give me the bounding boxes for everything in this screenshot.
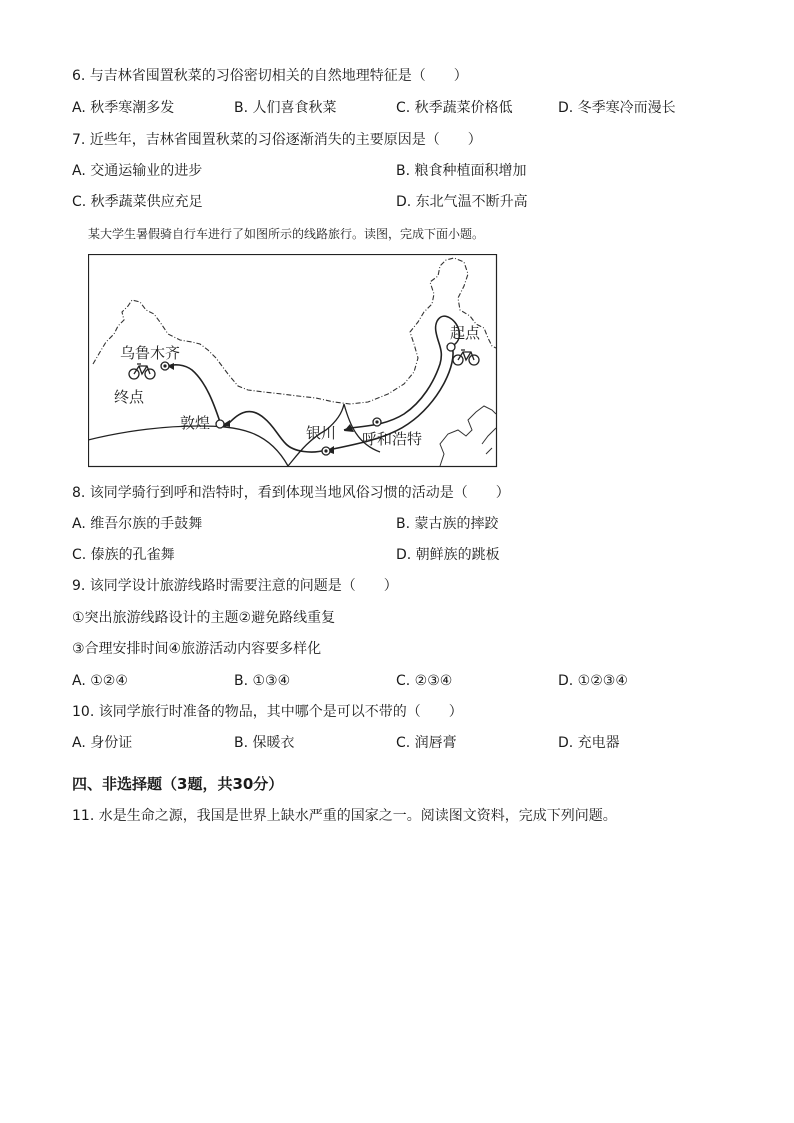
q6-option-c: C. 秋季蔬菜价格低 xyxy=(396,100,513,116)
q6-stem: 6. 与吉林省囤置秋菜的习俗密切相关的自然地理特征是（ ） xyxy=(72,68,468,84)
q6-option-a: A. 秋季寒潮多发 xyxy=(72,100,175,116)
q9-option-b: B. ①③④ xyxy=(234,673,291,689)
q9-option-a: A. ①②④ xyxy=(72,673,128,689)
label-end: 终点 xyxy=(114,388,145,406)
label-urumqi: 乌鲁木齐 xyxy=(120,344,181,362)
q9-option-c: C. ②③④ xyxy=(396,673,453,689)
marker-start xyxy=(447,343,455,351)
marker-hohhot-dot xyxy=(375,420,378,423)
marker-yinchuan-dot xyxy=(324,449,327,452)
q8-option-d: D. 朝鲜族的跳板 xyxy=(396,547,500,563)
q7-option-b: B. 粮食种植面积增加 xyxy=(396,163,527,179)
q7-option-d: D. 东北气温不断升高 xyxy=(396,194,528,210)
q11-stem: 11. 水是生命之源，我国是世界上缺水严重的国家之一。阅读图文资料，完成下列问题。 xyxy=(72,808,617,824)
q10-option-c: C. 润唇膏 xyxy=(396,735,457,751)
q6-option-b: B. 人们喜食秋菜 xyxy=(234,100,337,116)
q10-option-b: B. 保暖衣 xyxy=(234,735,295,751)
marker-dunhuang xyxy=(216,420,224,428)
q8-option-b: B. 蒙古族的摔跤 xyxy=(396,516,499,532)
q10-option-a: A. 身份证 xyxy=(72,735,133,751)
label-hohhot: 呼和浩特 xyxy=(362,430,423,448)
q6-option-d: D. 冬季寒冷而漫长 xyxy=(558,100,676,116)
label-dunhuang: 敦煌 xyxy=(180,414,211,432)
q7-option-a: A. 交通运输业的进步 xyxy=(72,163,203,179)
q7-stem: 7. 近些年，吉林省囤置秋菜的习俗逐渐消失的主要原因是（ ） xyxy=(72,132,482,148)
q9-statement-2: ③合理安排时间④旅游活动内容要多样化 xyxy=(72,641,322,657)
label-start: 起点 xyxy=(450,324,481,342)
route-map xyxy=(88,254,498,468)
q10-stem: 10. 该同学旅行时准备的物品，其中哪个是可以不带的（ ） xyxy=(72,704,463,720)
label-yinchuan: 银川 xyxy=(306,424,337,442)
q8-option-c: C. 傣族的孔雀舞 xyxy=(72,547,175,563)
map-intro-text: 某大学生暑假骑自行车进行了如图所示的线路旅行。读图，完成下面小题。 xyxy=(88,227,485,241)
q9-option-d: D. ①②③④ xyxy=(558,673,628,689)
q10-option-d: D. 充电器 xyxy=(558,735,620,751)
q7-option-c: C. 秋季蔬菜供应充足 xyxy=(72,194,203,210)
q9-statement-1: ①突出旅游线路设计的主题②避免路线重复 xyxy=(72,610,336,626)
q8-option-a: A. 维吾尔族的手鼓舞 xyxy=(72,516,203,532)
q8-stem: 8. 该同学骑行到呼和浩特时，看到体现当地风俗习惯的活动是（ ） xyxy=(72,485,510,501)
section-title: 四、非选择题（3题，共30分） xyxy=(72,775,284,793)
marker-urumqi-dot xyxy=(163,364,166,367)
q9-stem: 9. 该同学设计旅游线路时需要注意的问题是（ ） xyxy=(72,578,398,594)
